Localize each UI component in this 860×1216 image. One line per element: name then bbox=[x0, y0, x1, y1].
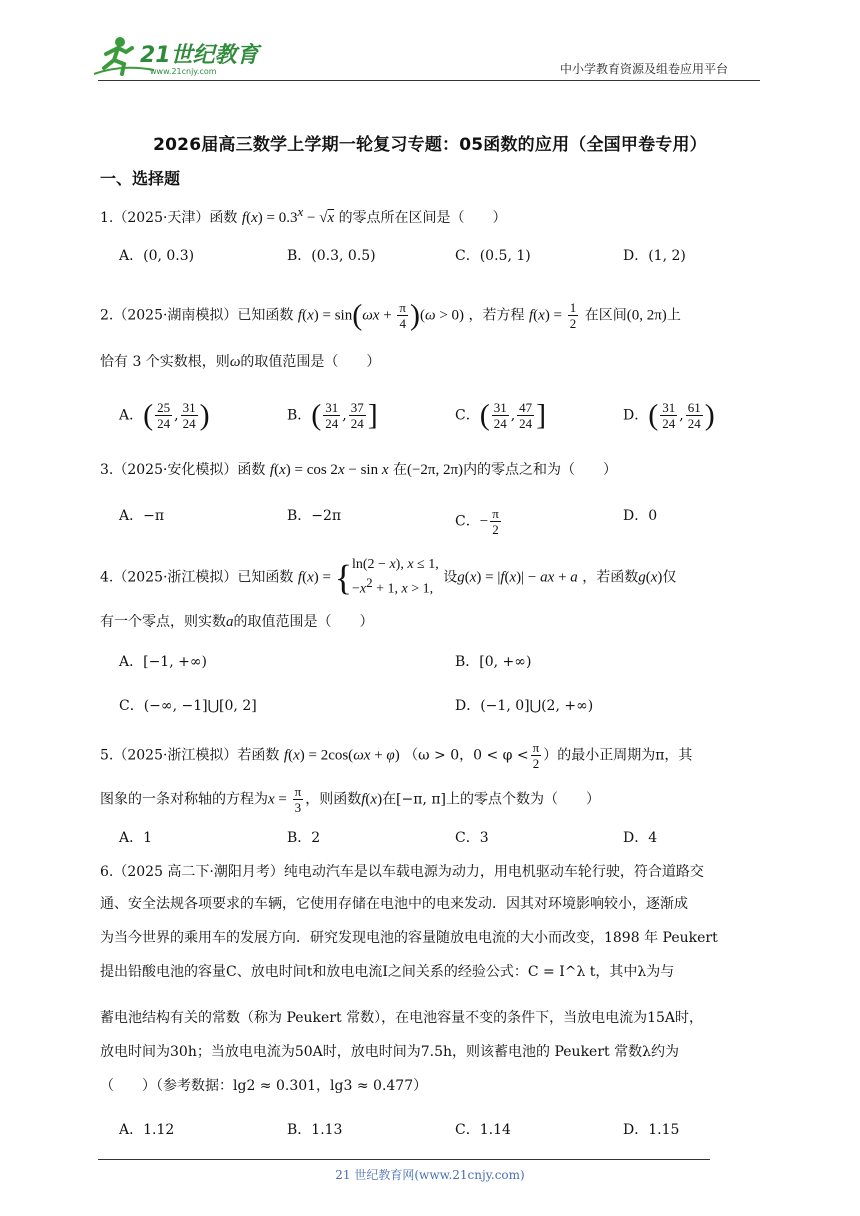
q6-option-a[interactable]: A．1.12 bbox=[119, 1122, 175, 1138]
q3-option-b[interactable]: B．−2π bbox=[287, 508, 342, 524]
q5-option-b[interactable]: B．2 bbox=[287, 830, 321, 846]
svg-text:21世纪教育: 21世纪教育 bbox=[140, 43, 259, 68]
q1-option-b[interactable]: B．(0.3, 0.5) bbox=[287, 248, 376, 264]
q6-option-d[interactable]: D．1.15 bbox=[623, 1122, 680, 1138]
header-divider bbox=[98, 80, 760, 81]
q6-option-c[interactable]: C．1.14 bbox=[455, 1122, 511, 1138]
q1-option-d[interactable]: D．(1, 2) bbox=[623, 248, 686, 264]
q3-option-d[interactable]: D．0 bbox=[623, 508, 658, 524]
q4-option-d[interactable]: D．(−1, 0]⋃(2, +∞) bbox=[455, 698, 594, 714]
question-6-line-4: 提出铅酸电池的容量C、放电时间t和放电电流I之间关系的经验公式：C = I^λ t，其中λ为与 bbox=[100, 964, 675, 980]
question-1: 1.（2025·天津）函数 $f(x) = 0.3^x - √x$ 的零点所在区间是（ ） bbox=[100, 204, 507, 226]
svg-text:www.21cnjy.com: www.21cnjy.com bbox=[150, 67, 217, 76]
footer-text[interactable]: 21 世纪教育网(www.21cnjy.com) bbox=[335, 1168, 525, 1182]
question-6-line-7: （ ）（参考数据：lg2 ≈ 0.301，lg3 ≈ 0.477） bbox=[100, 1078, 428, 1094]
question-5-line2: 图象的一条对称轴的方程为x = $\frac{\pi}{3}$ ，则函数f(x)在[−π, π]上的零点个数为（ ） bbox=[100, 784, 601, 815]
question-6-line-6: 放电时间为30h；当放电电流为50A时，放电时间为7.5h，则该蓄电池的 Peukert 常数λ约为 bbox=[100, 1044, 679, 1060]
site-logo bbox=[92, 34, 262, 78]
section-heading: 一、选择题 bbox=[100, 169, 181, 188]
q5-option-c[interactable]: C．3 bbox=[455, 830, 489, 846]
question-6-line-2: 通、安全法规各项要求的车辆，它使用存储在电池中的电来发动．因其对环境影响较小，逐渐成 bbox=[100, 896, 688, 912]
question-6-line-5: 蓄电池结构有关的常数（称为 Peukert 常数），在电池容量不变的条件下，当放电电流为15A时， bbox=[100, 1010, 704, 1026]
q2-option-b[interactable]: B．( $\frac{31}{24}$ , $\frac{37}{24}$ ] bbox=[287, 398, 378, 432]
q1-option-a[interactable]: A．(0, 0.3) bbox=[119, 248, 195, 264]
q2-option-c[interactable]: C．( $\frac{31}{24}$ , $\frac{47}{24}$ ] bbox=[455, 398, 547, 432]
question-4-line2: 有一个零点，则实数a的取值范围是（ ） bbox=[100, 614, 374, 630]
q1-option-c[interactable]: C．(0.5, 1) bbox=[455, 248, 531, 264]
document-title: 2026届高三数学上学期一轮复习专题：05函数的应用（全国甲卷专用） bbox=[153, 135, 707, 155]
q4-option-a[interactable]: A．[−1, +∞) bbox=[119, 654, 207, 670]
q6-option-b[interactable]: B．1.13 bbox=[287, 1122, 343, 1138]
question-3: 3.（2025·安化模拟）函数 f(x) = cos 2x − sin x 在(−2π, 2π)内的零点之和为（ ） bbox=[100, 462, 618, 478]
q5-option-a[interactable]: A．1 bbox=[119, 830, 153, 846]
question-6-line-3: 为当今世界的乘用车的发展方向．研究发现电池的容量随放电电流的大小而改变，1898 年 Peukert bbox=[100, 930, 718, 946]
question-2-line2: 恰有 3 个实数根，则ω的取值范围是（ ） bbox=[100, 354, 381, 370]
question-5: 5.（2025·浙江模拟）若函数 f(x) = 2cos(ωx + φ) （ω > 0，0 < φ < $\frac{\pi}{2}$ ）的最小正周期为π，其 bbox=[100, 740, 693, 771]
question-2: 2.（2025·湖南模拟）已知函数 f(x) = sin(ωx + $\frac{\pi}{4}$ )(ω > 0) ，若方程 f(x) = $\frac{1}{2}$ 在区间(0, 2π)上 bbox=[100, 298, 681, 332]
q4-option-c[interactable]: C．(−∞, −1]⋃[0, 2] bbox=[119, 698, 257, 714]
question-4: 4.（2025·浙江模拟）已知函数 f(x) = {ln(2 − x), x ≤ 1, $-x^2 + 1$, x > 1, 设g(x) = |f(x)| − ax + a ，若函数g(x)仅 bbox=[100, 557, 677, 598]
header-platform-text: 中小学教育资源及组卷应用平台 bbox=[560, 62, 729, 76]
q3-option-c[interactable]: C．− $\frac{\pi}{2}$ bbox=[455, 506, 499, 537]
q3-option-a[interactable]: A．−π bbox=[119, 508, 165, 524]
question-6-line-1: 6.（2025 高二下·潮阳月考）纯电动汽车是以车载电源为动力，用电机驱动车轮行驶，符合道路交 bbox=[100, 864, 704, 880]
q4-option-b[interactable]: B．[0, +∞) bbox=[455, 654, 532, 670]
q2-option-d[interactable]: D．( $\frac{31}{24}$ , $\frac{61}{24}$ ) bbox=[623, 398, 715, 432]
q2-option-a[interactable]: A．( $\frac{25}{24}$ , $\frac{31}{24}$ ) bbox=[119, 398, 210, 432]
footer-divider bbox=[98, 1159, 710, 1160]
q5-option-d[interactable]: D．4 bbox=[623, 830, 658, 846]
